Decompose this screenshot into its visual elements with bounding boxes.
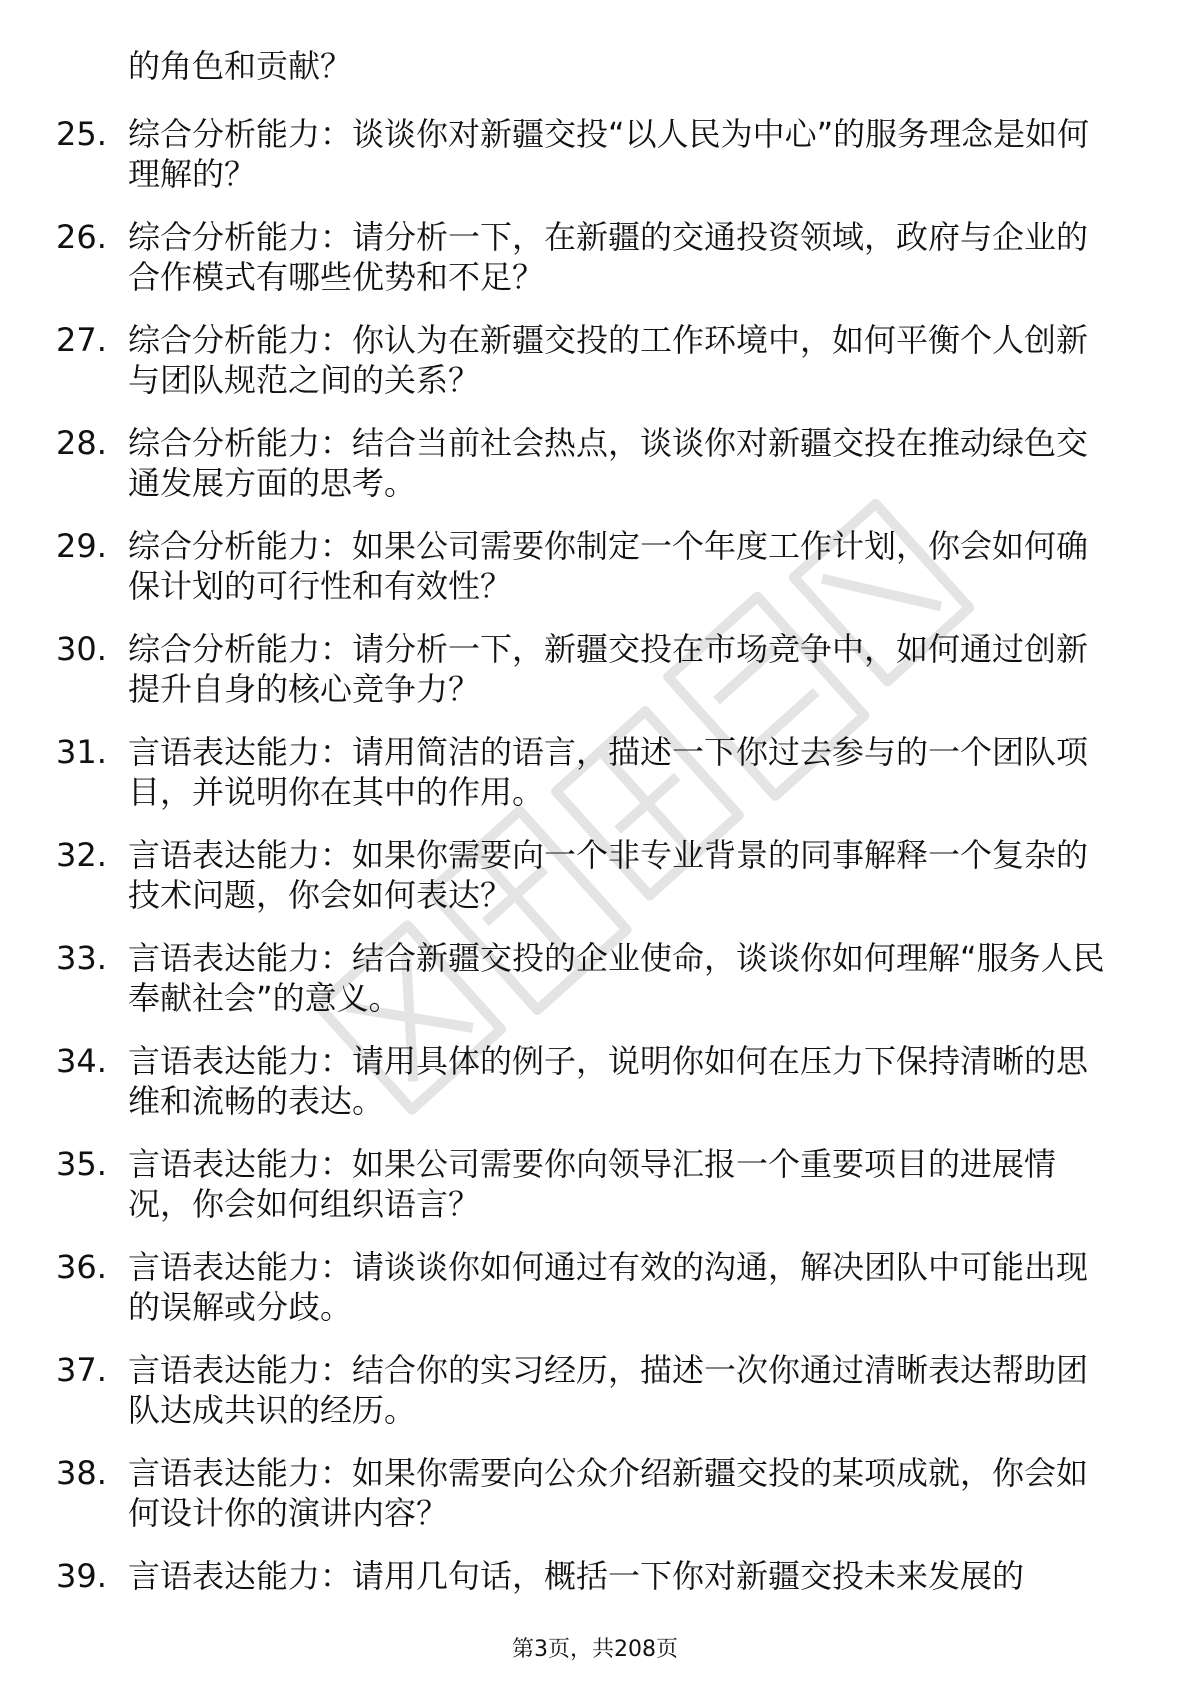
question-number: 29. — [56, 527, 107, 565]
list-item — [56, 114, 1136, 217]
question-number: 27. — [56, 321, 107, 359]
question-text: 言语表达能力：结合你的实习经历，描述一次你通过清晰表达帮助团队达成共识的经历。 — [128, 1351, 1089, 1429]
list-item — [56, 629, 1136, 732]
question-text: 言语表达能力：结合新疆交投的企业使命，谈谈你如何理解“服务人民奉献社会”的意义。 — [128, 939, 1105, 1017]
question-text: 言语表达能力：如果你需要向一个非专业背景的同事解释一个复杂的技术问题，你会如何表达？ — [128, 836, 1089, 914]
question-number: 34. — [56, 1042, 107, 1080]
question-number: 38. — [56, 1454, 107, 1492]
page-footer: 第3页，共208页 — [512, 1637, 678, 1662]
question-number: 35. — [56, 1145, 107, 1183]
question-number: 26. — [56, 218, 107, 256]
question-text: 言语表达能力：请用几句话，概括一下你对新疆交投未来发展的 — [128, 1557, 1025, 1595]
question-number: 31. — [56, 733, 107, 771]
question-text: 综合分析能力：如果公司需要你制定一个年度工作计划，你会如何确保计划的可行性和有效性？ — [128, 527, 1089, 605]
question-text: 综合分析能力：请分析一下，新疆交投在市场竞争中，如何通过创新提升自身的核心竞争力？ — [128, 630, 1089, 708]
question-text: 综合分析能力：请分析一下，在新疆的交通投资领域，政府与企业的合作模式有哪些优势和不足？ — [128, 218, 1089, 296]
list-item — [56, 320, 1136, 423]
question-number: 39. — [56, 1557, 107, 1595]
question-text: 综合分析能力：结合当前社会热点，谈谈你对新疆交投在推动绿色交通发展方面的思考。 — [128, 424, 1089, 502]
question-text: 综合分析能力：谈谈你对新疆交投“以人民为中心”的服务理念是如何理解的？ — [128, 115, 1090, 193]
question-text: 言语表达能力：请用简洁的语言，描述一下你过去参与的一个团队项目，并说明你在其中的作用。 — [128, 733, 1089, 811]
list-item — [56, 423, 1136, 526]
question-number: 30. — [56, 630, 107, 668]
question-text: 言语表达能力：如果公司需要你向领导汇报一个重要项目的进展情况，你会如何组织语言？ — [128, 1145, 1057, 1223]
question-number: 28. — [56, 424, 107, 462]
list-item — [56, 1247, 1136, 1350]
list-item — [56, 732, 1136, 835]
list-item — [56, 1453, 1136, 1556]
list-item — [56, 526, 1136, 629]
continuation-text: 的角色和贡献？ — [128, 47, 353, 85]
list-item — [56, 938, 1136, 1041]
question-text: 言语表达能力：请用具体的例子，说明你如何在压力下保持清晰的思维和流畅的表达。 — [128, 1042, 1089, 1120]
list-item — [56, 1144, 1136, 1247]
question-number: 37. — [56, 1351, 107, 1389]
list-item — [56, 1041, 1136, 1144]
question-number: 25. — [56, 115, 107, 153]
list-item — [56, 835, 1136, 938]
question-text: 言语表达能力：请谈谈你如何通过有效的沟通，解决团队中可能出现的误解或分歧。 — [128, 1248, 1089, 1326]
question-text: 言语表达能力：如果你需要向公众介绍新疆交投的某项成就，你会如何设计你的演讲内容？ — [128, 1454, 1089, 1532]
question-list — [56, 114, 1136, 1659]
question-number: 36. — [56, 1248, 107, 1286]
question-number: 33. — [56, 939, 107, 977]
list-item — [56, 217, 1136, 320]
question-text: 综合分析能力：你认为在新疆交投的工作环境中，如何平衡个人创新与团队规范之间的关系？ — [128, 321, 1089, 399]
question-number: 32. — [56, 836, 107, 874]
list-item — [56, 1350, 1136, 1453]
